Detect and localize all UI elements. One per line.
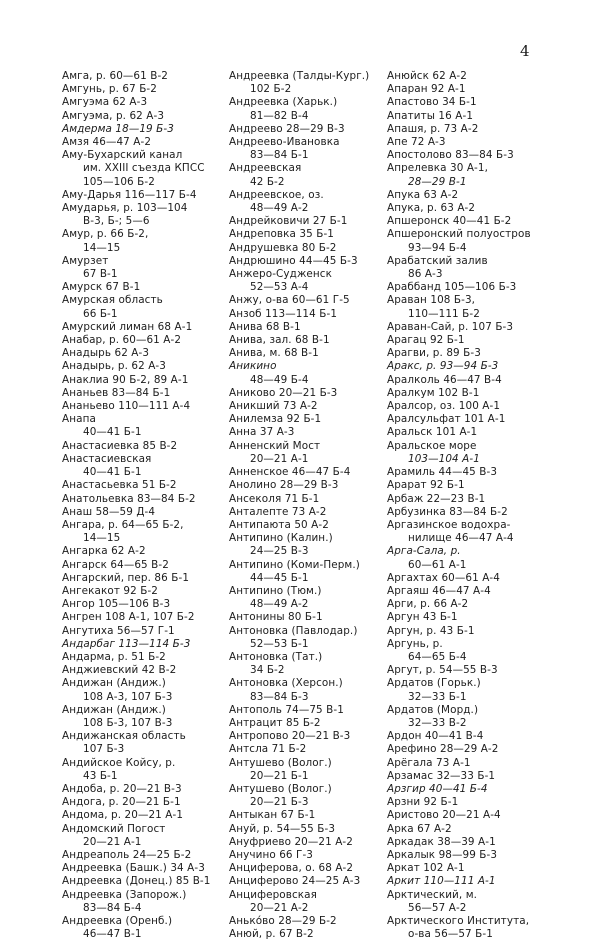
index-entry: Анива, м. 68 В-1 xyxy=(229,347,319,360)
index-entry: Антипино (Коми-Перм.) xyxy=(229,558,360,571)
index-entry: Анюй, р. 67 В-2 xyxy=(229,928,314,941)
index-entry: Андижан (Андиж.) xyxy=(62,677,166,690)
index-columns xyxy=(62,70,547,941)
index-entry: Анабар, р. 60—61 А-2 xyxy=(62,334,182,347)
index-entry-continuation: 108 А-3, 107 Б-3 xyxy=(83,690,173,703)
index-entry-continuation: 105—106 Б-2 xyxy=(83,175,155,188)
index-entry-continuation: 20—21 Б-1 xyxy=(250,769,309,782)
index-entry: Амга, р. 60—61 В-2 xyxy=(62,70,169,82)
index-entry: Антушево (Волог.) xyxy=(229,782,332,795)
index-entry-continuation: 48—49 А-2 xyxy=(250,598,309,611)
index-entry: Арарат 92 Б-1 xyxy=(387,479,465,492)
index-entry: Анапа xyxy=(62,413,96,426)
index-entry: Апашя, р. 73 А-2 xyxy=(387,122,479,135)
index-entry-continuation: 43 Б-1 xyxy=(83,769,118,782)
index-entry: Арамиль 44—45 В-3 xyxy=(387,466,498,479)
index-entry: Анталепте 73 А-2 xyxy=(229,505,327,518)
index-entry: Андреевка (Запорож.) xyxy=(62,888,187,901)
index-entry: Апе 72 А-3 xyxy=(387,136,446,149)
index-entry-continuation: 20—21 Б-3 xyxy=(250,796,309,809)
index-entry: Апастово 34 Б-1 xyxy=(387,96,477,109)
index-entry-continuation: 28—29 В-1 xyxy=(408,175,467,188)
index-entry: Апшеронский полуостров xyxy=(387,228,531,241)
index-entry: Антрацит 85 Б-2 xyxy=(229,716,321,729)
index-entry: Анастасьевка 51 Б-2 xyxy=(62,479,177,492)
index-entry: Ангутиха 56—57 Г-1 xyxy=(62,624,175,637)
index-entry-continuation: 93—94 Б-4 xyxy=(408,241,467,254)
index-entry: Ананьев 83—84 Б-1 xyxy=(62,386,171,399)
index-entry: Арктического Института, xyxy=(387,915,530,927)
index-entry-continuation: 102 Б-2 xyxy=(250,83,292,96)
index-entry: Андарбаг 113—114 Б-3 xyxy=(62,637,191,650)
index-entry-continuation: нилище 46—47 А-4 xyxy=(408,532,514,545)
index-entry: Анилемза 92 Б-1 xyxy=(229,413,322,426)
index-entry: Анастасиевская xyxy=(62,452,152,465)
index-entry-continuation: 40—41 Б-1 xyxy=(83,426,142,439)
index-entry-continuation: 110—111 Б-2 xyxy=(408,307,480,320)
index-entry: Амгуэма, р. 62 А-3 xyxy=(62,109,165,122)
index-entry: Антсла 71 Б-2 xyxy=(229,743,307,756)
index-entry: Аргунь, р. xyxy=(387,637,443,650)
index-entry: Антипино (Тюм.) xyxy=(229,584,322,597)
index-entry: Аристово 20—21 А-4 xyxy=(387,809,501,822)
index-entry: Андома, р. 20—21 А-1 xyxy=(62,809,184,822)
index-entry: Ансеколя 71 Б-1 xyxy=(229,492,320,505)
index-entry-continuation: 46—47 В-1 xyxy=(83,928,142,941)
index-entry: Андижанская область xyxy=(62,730,186,743)
index-column-1 xyxy=(62,70,229,941)
index-entry-continuation: 64—65 Б-4 xyxy=(408,650,467,663)
index-entry-continuation: 56—57 А-2 xyxy=(408,901,467,914)
index-entry: Андрюшино 44—45 Б-3 xyxy=(229,254,358,267)
index-column-2 xyxy=(229,70,387,941)
index-entry-continuation: 52—53 А-4 xyxy=(250,281,309,294)
index-entry-continuation: 20—21 А-1 xyxy=(250,452,309,465)
index-entry: Анжеро-Судженск xyxy=(229,268,332,281)
index-entry-continuation: 83—84 Б-3 xyxy=(250,690,309,703)
index-entry: Арзамас 32—33 Б-1 xyxy=(387,769,496,782)
index-entry: Араббанд 105—106 Б-3 xyxy=(387,281,517,294)
index-entry-continuation: 32—33 Б-1 xyxy=(408,690,467,703)
index-entry: Амур, р. 66 Б-2, xyxy=(62,228,149,241)
index-entry: Ангарский, пер. 86 Б-1 xyxy=(62,571,190,584)
index-entry: Андреевка (Харьк.) xyxy=(229,96,338,109)
index-entry: Арабатский залив xyxy=(387,254,488,267)
index-entry: Арзгир 40—41 Б-4 xyxy=(387,782,488,795)
index-entry: Анюйск 62 А-2 xyxy=(387,70,467,82)
index-entry: Арагви, р. 89 Б-3 xyxy=(387,347,481,360)
index-entry: Ангара, р. 64—65 Б-2, xyxy=(62,518,184,531)
index-entry: Анадырь, р. 62 А-3 xyxy=(62,360,166,373)
index-entry: Андога, р. 20—21 Б-1 xyxy=(62,796,181,809)
index-entry-continuation: 67 В-1 xyxy=(83,268,118,281)
index-column-3 xyxy=(387,70,547,941)
index-entry: Андреаполь 24—25 Б-2 xyxy=(62,848,192,861)
index-entry: Анджиевский 42 В-2 xyxy=(62,664,177,677)
index-entry: Аникший 73 А-2 xyxy=(229,400,318,413)
index-entry-continuation: 20—21 А-2 xyxy=(250,901,309,914)
index-entry: Апатиты 16 А-1 xyxy=(387,109,474,122)
index-entry: Аргахтах 60—61 А-4 xyxy=(387,571,500,584)
index-entry: Антипаюта 50 А-2 xyxy=(229,518,329,531)
index-entry: Арктический, м. xyxy=(387,888,478,901)
index-entry: Апрелевка 30 А-1, xyxy=(387,162,488,175)
index-entry: Анько́во 28—29 Б-2 xyxy=(229,915,337,927)
index-entry: Анадырь 62 А-3 xyxy=(62,347,150,360)
index-entry-continuation: 34 Б-2 xyxy=(250,664,285,677)
index-entry: Андарма, р. 51 Б-2 xyxy=(62,650,166,663)
index-entry: Ануй, р. 54—55 Б-3 xyxy=(229,822,336,835)
index-entry-continuation: 60—61 А-1 xyxy=(408,558,467,571)
index-entry: Арефино 28—29 А-2 xyxy=(387,743,499,756)
index-entry: Анциферова, о. 68 А-2 xyxy=(229,862,354,875)
index-entry-continuation: 83—84 Б-4 xyxy=(83,901,142,914)
index-entry: Андреево-Ивановка xyxy=(229,136,340,149)
index-entry: Аралкум 102 В-1 xyxy=(387,386,480,399)
index-entry: Амурская область xyxy=(62,294,163,307)
index-entry-continuation: 20—21 А-1 xyxy=(83,835,142,848)
index-entry: Аргун, р. 43 Б-1 xyxy=(387,624,475,637)
index-entry: Аралколь 46—47 В-4 xyxy=(387,373,502,386)
index-entry: Антоновка (Херсон.) xyxy=(229,677,343,690)
index-entry-continuation: 14—15 xyxy=(83,241,121,254)
index-entry: Антропово 20—21 В-3 xyxy=(229,730,351,743)
index-entry: Араван-Сай, р. 107 Б-3 xyxy=(387,320,514,333)
index-entry: Анна 37 А-3 xyxy=(229,426,295,439)
index-entry: Антыкан 67 Б-1 xyxy=(229,809,316,822)
index-entry: Антополь 74—75 В-1 xyxy=(229,703,344,716)
index-entry: Анатольевка 83—84 Б-2 xyxy=(62,492,196,505)
index-entry: Анненский Мост xyxy=(229,439,321,452)
index-entry: Анучино 66 Г-3 xyxy=(229,848,314,861)
index-entry-continuation: 81—82 В-4 xyxy=(250,109,309,122)
index-entry: Апаран 92 А-1 xyxy=(387,83,466,96)
index-entry: Араван 108 Б-3, xyxy=(387,294,476,307)
index-entry-continuation: им. XXIII съезда КПСС xyxy=(83,162,205,175)
index-entry-continuation: 48—49 Б-4 xyxy=(250,373,309,386)
index-entry: Ардон 40—41 В-4 xyxy=(387,730,484,743)
index-entry: Андрушевка 80 Б-2 xyxy=(229,241,337,254)
index-entry: Анива 68 В-1 xyxy=(229,320,301,333)
index-entry: Арагац 92 Б-1 xyxy=(387,334,465,347)
index-entry-continuation: 42 Б-2 xyxy=(250,175,285,188)
index-entry: Андреевское, оз. xyxy=(229,188,324,201)
index-entry: Ардатов (Морд.) xyxy=(387,703,479,716)
index-entry: Андреевская xyxy=(229,162,302,175)
index-entry: Аралсульфат 101 А-1 xyxy=(387,413,506,426)
index-entry: Амударья, р. 103—104 xyxy=(62,202,188,215)
index-entry: Анжу, о-ва 60—61 Г-5 xyxy=(229,294,350,307)
index-entry-continuation: 44—45 Б-1 xyxy=(250,571,309,584)
index-entry: Аму-Дарья 116—117 Б-4 xyxy=(62,188,197,201)
index-entry: Аргут, р. 54—55 В-3 xyxy=(387,664,498,677)
index-entry: Анциферово 24—25 А-3 xyxy=(229,875,361,888)
index-entry: Аральск 101 А-1 xyxy=(387,426,478,439)
index-entry-continuation: 103—104 А-1 xyxy=(408,452,480,465)
index-entry: Амгуэма 62 А-3 xyxy=(62,96,148,109)
index-entry: Апука 63 А-2 xyxy=(387,188,459,201)
index-entry: Ангрен 108 А-1, 107 Б-2 xyxy=(62,611,195,624)
index-entry: Андоба, р. 20—21 В-3 xyxy=(62,782,182,795)
index-entry-continuation: 40—41 Б-1 xyxy=(83,466,142,479)
index-entry-continuation: 24—25 В-3 xyxy=(250,545,309,558)
index-entry: Амурзет xyxy=(62,254,109,267)
index-entry: Аракс, р. 93—94 Б-3 xyxy=(387,360,499,373)
index-entry: Андреевка (Башк.) 34 А-3 xyxy=(62,862,205,875)
index-entry: Андреево 28—29 В-3 xyxy=(229,122,345,135)
index-entry: Амзя 46—47 А-2 xyxy=(62,136,152,149)
index-entry: Ангор 105—106 В-3 xyxy=(62,598,171,611)
index-entry: Андомский Погост xyxy=(62,822,166,835)
index-entry: Арги, р. 66 А-2 xyxy=(387,598,469,611)
index-entry: Андреевка (Донец.) 85 В-1 xyxy=(62,875,211,888)
index-entry: Анзоб 113—114 Б-1 xyxy=(229,307,338,320)
index-entry: Аргун 43 Б-1 xyxy=(387,611,458,624)
index-entry: Аркалык 98—99 Б-3 xyxy=(387,848,498,861)
index-entry: Аниково 20—21 Б-3 xyxy=(229,386,338,399)
index-entry: Антоновка (Тат.) xyxy=(229,650,323,663)
index-entry: Арка 67 А-2 xyxy=(387,822,452,835)
index-entry: Ангарск 64—65 В-2 xyxy=(62,558,169,571)
index-entry: Арзни 92 Б-1 xyxy=(387,796,459,809)
index-entry-continuation: 14—15 xyxy=(83,532,121,545)
index-entry-continuation: 32—33 В-2 xyxy=(408,716,467,729)
index-entry: Арбаж 22—23 В-1 xyxy=(387,492,486,505)
index-entry-continuation: о-ва 56—57 Б-1 xyxy=(408,928,493,941)
index-entry-continuation: 52—53 Б-1 xyxy=(250,637,309,650)
index-entry: Амурск 67 В-1 xyxy=(62,281,141,294)
index-entry: Апука, р. 63 А-2 xyxy=(387,202,476,215)
index-entry: Антонины 80 Б-1 xyxy=(229,611,323,624)
index-entry: Арёгала 73 А-1 xyxy=(387,756,471,769)
index-entry-continuation: 48—49 А-2 xyxy=(250,202,309,215)
index-entry: Андижан (Андиж.) xyxy=(62,703,166,716)
index-entry: Апостолово 83—84 Б-3 xyxy=(387,149,514,162)
index-entry: Ангекакот 92 Б-2 xyxy=(62,584,158,597)
index-entry-continuation: В-3, Б-; 5—6 xyxy=(83,215,150,228)
index-entry: Аркадак 38—39 А-1 xyxy=(387,835,496,848)
index-entry: Ананьево 110—111 А-4 xyxy=(62,400,191,413)
index-entry: Аралсор, оз. 100 А-1 xyxy=(387,400,501,413)
index-entry: Антипино (Калин.) xyxy=(229,532,333,545)
index-entry: Андреевка (Талды-Кург.) xyxy=(229,70,370,82)
index-entry: Арга-Сала, р. xyxy=(387,545,461,558)
index-entry: Аркат 102 А-1 xyxy=(387,862,465,875)
index-entry: Аникино xyxy=(229,360,277,373)
index-entry-continuation: 108 Б-3, 107 В-3 xyxy=(83,716,173,729)
index-entry-continuation: 83—84 Б-1 xyxy=(250,149,309,162)
index-entry: Антушево (Волог.) xyxy=(229,756,332,769)
index-entry: Ануфриево 20—21 А-2 xyxy=(229,835,353,848)
index-entry: Аргазинское водохра- xyxy=(387,518,511,531)
index-entry: Анциферовская xyxy=(229,888,317,901)
index-entry: Анастасиевка 85 В-2 xyxy=(62,439,178,452)
index-entry: Андреевка (Оренб.) xyxy=(62,915,173,927)
index-entry: Ангарка 62 А-2 xyxy=(62,545,146,558)
index-entry: Аму-Бухарский канал xyxy=(62,149,183,162)
index-entry: Анненское 46—47 Б-4 xyxy=(229,466,351,479)
page-number: 4 xyxy=(520,42,530,60)
index-entry: Амурский лиман 68 А-1 xyxy=(62,320,193,333)
index-entry: Арбузинка 83—84 Б-2 xyxy=(387,505,508,518)
index-entry: Амгунь, р. 67 Б-2 xyxy=(62,83,157,96)
index-entry: Анива, зал. 68 В-1 xyxy=(229,334,330,347)
index-entry: Андрейковичи 27 Б-1 xyxy=(229,215,348,228)
index-entry: Андреповка 35 Б-1 xyxy=(229,228,335,241)
index-entry: Антоновка (Павлодар.) xyxy=(229,624,358,637)
index-entry: Апшеронск 40—41 Б-2 xyxy=(387,215,512,228)
index-entry: Анаклиа 90 Б-2, 89 А-1 xyxy=(62,373,189,386)
index-entry-continuation: 66 Б-1 xyxy=(83,307,118,320)
index-entry-continuation: 86 А-3 xyxy=(408,268,443,281)
index-entry: Аркит 110—111 А-1 xyxy=(387,875,496,888)
index-entry: Анаш 58—59 Д-4 xyxy=(62,505,156,518)
index-entry: Аральское море xyxy=(387,439,477,452)
index-entry: Аргаяш 46—47 А-4 xyxy=(387,584,491,597)
index-entry: Амдерма 18—19 Б-3 xyxy=(62,122,174,135)
index-entry: Ардатов (Горьк.) xyxy=(387,677,481,690)
index-entry: Андийское Койсу, р. xyxy=(62,756,176,769)
index-entry-continuation: 107 Б-3 xyxy=(83,743,125,756)
index-entry: Анолино 28—29 В-3 xyxy=(229,479,339,492)
